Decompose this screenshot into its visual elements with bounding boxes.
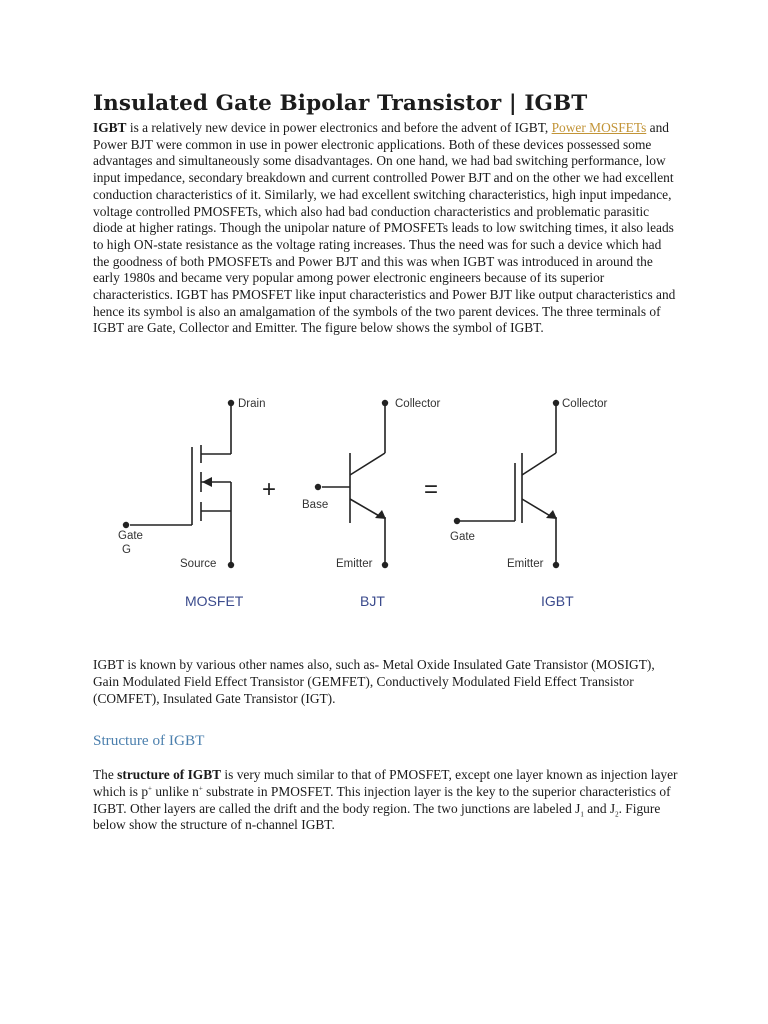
intro-text-2: and Power BJT were common in use in power electronic applications. Both of these devices possessed some advantages and simultaneously some disadvantages. On one hand, we had bad switching performance, low input impedance, secondary breakdown and current controlled Power BJT and on the other we had excellent conduction characteristics of it. Similarly, we had excellent switching characteristics, high input impedance, voltage controlled PMOSFETs, which also had bad conduction characteristics and problematic parasitic diode at higher ratings. Though the unipolar nature of PMOSFETs leads to low switching times, it also leads to high ON-state resistance as the voltage rating increases. Thus the need was for such a device which had the goodness of both PMOSFETs and Power BJT and this was when IGBT was introduced in around the early 1980s and became very popular among power electronic engineers because of its superior characteristics. IGBT has PMOSFET like input characteristics and Power BJT like output characteristics and hence its symbol is also an amalgamation of the symbols of the two parent devices. The three terminals of IGBT are Gate, Collector and Emitter. The figure below shows the symbol of IGBT. [93, 120, 676, 336]
igbt-collector-label: Collector [562, 398, 608, 411]
mosfet-gate-label: Gate [118, 530, 143, 543]
bjt-base-terminal [315, 484, 321, 490]
equals-sign: = [424, 476, 439, 504]
bjt-collector-terminal [382, 400, 388, 406]
bjt-emitter-label: Emitter [336, 558, 373, 571]
p-plus-sup: + [148, 784, 152, 793]
igbt-collector-terminal [553, 400, 559, 406]
mosfet-drain-label: Drain [238, 398, 266, 411]
mosfet-gate-g-label: G [122, 544, 131, 557]
structure-bold: structure of IGBT [117, 767, 222, 783]
mosfet-source-label: Source [180, 558, 217, 571]
j1-sub: 1 [580, 810, 584, 819]
document-page [93, 88, 678, 834]
structure-text-1: The [93, 767, 118, 783]
j2-sub: 2 [615, 810, 619, 819]
bjt-emitter-terminal [382, 562, 388, 568]
igbt-gate-label: Gate [450, 531, 475, 544]
plus-sign: + [262, 476, 277, 504]
structure-text-4: substrate in PMOSFET. This injection layer is the key to the superior characteristics of IGBT. Other layers are called the drift and the body region. The two junctions are labeled J [93, 783, 671, 816]
mosfet-drain-terminal [228, 400, 234, 406]
igbt-gate-terminal [454, 518, 460, 524]
intro-lead-bold: IGBT [93, 120, 127, 135]
structure-paragraph [93, 767, 678, 834]
structure-text-6: . Figure below show the structure of n-channel IGBT. [93, 800, 661, 833]
structure-heading: Structure of IGBT [93, 732, 205, 750]
structure-text-3: unlike n [152, 783, 199, 799]
bjt-collector-label: Collector [395, 398, 441, 411]
mosfet-gate-terminal [123, 522, 129, 528]
power-mosfets-link[interactable]: Power MOSFETs [551, 120, 647, 135]
structure-text-5: and J [583, 800, 616, 816]
page-title: Insulated Gate Bipolar Transistor | IGBT [93, 91, 588, 116]
structure-text-2: is very much similar to that of PMOSFET, except one layer known as injection layer which is p [93, 767, 678, 799]
igbt-symbol-figure [0, 367, 768, 627]
other-names-paragraph: IGBT is known by various other names also, such as- Metal Oxide Insulated Gate Transistor (MOSIGT), Gain Modulated Field Effect Transistor (GEMFET), Conductively Modulated Field Effect Transistor (COMFET), Insulated Gate Transistor (IGT). [93, 657, 655, 706]
igbt-emitter-terminal [553, 562, 559, 568]
symbol-diagram [0, 367, 768, 627]
bjt-base-label: Base [302, 499, 329, 512]
mosfet-source-terminal [228, 562, 234, 568]
mosfet-arrow [202, 477, 212, 487]
n-plus-sup: + [198, 784, 203, 793]
igbt-emitter-label: Emitter [507, 558, 544, 571]
mosfet-caption: MOSFET [185, 593, 244, 610]
bjt-caption: BJT [360, 593, 385, 610]
intro-text-1: is a relatively new device in power electronics and before the advent of IGBT, [126, 120, 552, 135]
intro-paragraph [93, 120, 678, 337]
igbt-caption: IGBT [541, 593, 574, 610]
